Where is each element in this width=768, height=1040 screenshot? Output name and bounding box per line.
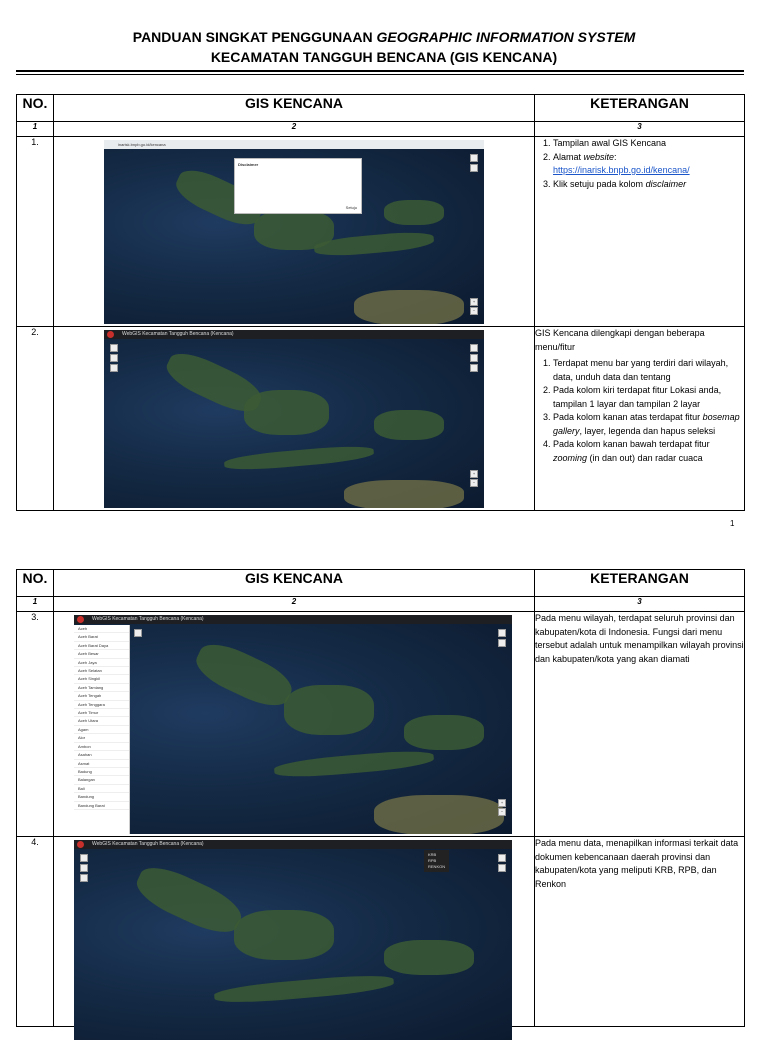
app-menu-bar: WebGIS Kecamatan Tangguh Bencana (Kencana) (74, 615, 512, 624)
map-land (214, 972, 395, 1006)
region-list-panel[interactable] (74, 625, 130, 834)
row-description: Pada menu wilayah, terdapat seluruh provinsi dan kabupaten/kota di Indonesia. Fungsi dari menu tersebut adalah untuk menampilkan wilayah provinsi dan kabupaten/kota yang akan diamati (535, 612, 745, 837)
map-screenshot (104, 330, 484, 508)
title-rule-thin (16, 74, 744, 75)
region-list-item[interactable]: Aceh Tamiang (74, 684, 129, 692)
subheader-keterangan: 3 (535, 122, 745, 137)
page-number: 1 (730, 519, 735, 528)
map-land (404, 715, 484, 750)
split-view-icon[interactable] (110, 364, 118, 372)
map-land (131, 859, 248, 942)
browser-address-bar: inarisk.bnpb.go.id/kencana (104, 140, 484, 149)
guide-table-1 (16, 94, 745, 511)
screenshot-cell (54, 837, 535, 1027)
list-item: 1. Terdapat menu bar yang terdiri dari wilayah, data, unduh data dan tentang (553, 357, 744, 384)
zoom-out-icon[interactable]: − (498, 808, 506, 816)
map-land (224, 443, 375, 472)
region-list-item[interactable]: Alor (74, 734, 129, 742)
menu-item[interactable]: KRB (428, 852, 437, 857)
region-list-item[interactable]: Balangan (74, 776, 129, 784)
subheader-no: 1 (17, 597, 54, 612)
description-intro: GIS Kencana dilengkapi dengan beberapa menu/fitur (535, 328, 705, 352)
split-view-icon[interactable] (80, 874, 88, 882)
table-row (17, 837, 745, 1027)
legend-icon[interactable] (470, 164, 478, 172)
region-list-item[interactable]: Aceh (74, 625, 129, 633)
map-land (344, 480, 464, 508)
zoom-in-icon[interactable]: + (498, 799, 506, 807)
list-item: 1. Tampilan awal GIS Kencana (553, 137, 744, 151)
region-list-item[interactable]: Aceh Barat (74, 633, 129, 641)
header-no: NO. (17, 570, 54, 597)
header-gis: GIS KENCANA (54, 95, 535, 122)
region-list-item[interactable]: Bandung (74, 793, 129, 801)
region-list-item[interactable]: Bali (74, 785, 129, 793)
map-land (234, 910, 334, 960)
subheader-gis: 2 (54, 597, 535, 612)
table-header (17, 95, 745, 122)
row-description (535, 327, 745, 511)
map-screenshot (74, 615, 512, 834)
list-item: 3. Pada kolom kanan atas terdapat fitur bosemap gallery, layer, legenda dan hapus seleksi (553, 411, 744, 438)
region-list-item[interactable]: Bandung Barat (74, 802, 129, 810)
zoom-in-icon[interactable]: + (470, 298, 478, 306)
map-land (274, 748, 435, 780)
header-gis: GIS KENCANA (54, 570, 535, 597)
table-row (17, 327, 745, 511)
logo-icon (77, 841, 84, 848)
basemap-gallery-icon[interactable] (498, 854, 506, 862)
region-list-item[interactable]: Aceh Utara (74, 717, 129, 725)
location-icon[interactable] (80, 854, 88, 862)
disclaimer-title: Disclaimer (238, 162, 259, 167)
disclaimer-dialog[interactable] (234, 158, 362, 214)
region-list-item[interactable]: Aceh Singkil (74, 675, 129, 683)
map-land (384, 940, 474, 975)
header-no: NO. (17, 95, 54, 122)
row-number: 4. (17, 837, 54, 1027)
table-row (17, 612, 745, 837)
region-list-item[interactable]: Asahan (74, 751, 129, 759)
description-list (535, 137, 744, 191)
data-menu-dropdown[interactable] (424, 850, 449, 872)
list-item: 3. Klik setuju pada kolom disclaimer (553, 178, 744, 192)
row-description (535, 137, 745, 327)
logo-icon (107, 331, 114, 338)
legend-icon[interactable] (470, 364, 478, 372)
region-list-item[interactable]: Aceh Tenggara (74, 701, 129, 709)
basemap-gallery-icon[interactable] (498, 629, 506, 637)
zoom-in-icon[interactable]: + (470, 470, 478, 478)
layer-icon[interactable] (470, 354, 478, 362)
single-view-icon[interactable] (80, 864, 88, 872)
single-view-icon[interactable] (110, 354, 118, 362)
region-list-item[interactable]: Aceh Jaya (74, 659, 129, 667)
table-subheader (17, 597, 745, 612)
document-title (0, 27, 768, 67)
region-list-item[interactable]: Aceh Timur (74, 709, 129, 717)
menu-item[interactable]: RPB (428, 858, 437, 863)
subheader-gis: 2 (54, 122, 535, 137)
map-land (284, 685, 374, 735)
layer-icon[interactable] (498, 864, 506, 872)
map-land (384, 200, 444, 225)
list-item: 2. Alamat website: https://inarisk.bnpb.go.id/kencana/ (553, 151, 744, 178)
list-item: 2. Pada kolom kiri terdapat fitur Lokasi anda, tampilan 1 layar dan tampilan 2 layar (553, 384, 744, 411)
basemap-gallery-icon[interactable] (470, 344, 478, 352)
region-list-item[interactable]: Asmat (74, 760, 129, 768)
screenshot-cell (54, 612, 535, 837)
subheader-no: 1 (17, 122, 54, 137)
map-land (244, 390, 329, 435)
region-list-item[interactable]: Badung (74, 768, 129, 776)
region-list-item[interactable]: Agam (74, 726, 129, 734)
row-number: 1. (17, 137, 54, 327)
region-list-item[interactable]: Aceh Selatan (74, 667, 129, 675)
document-title-line2: KECAMATAN TANGGUH BENCANA (GIS KENCANA) (210, 49, 558, 65)
app-menu-bar: WebGIS Kecamatan Tangguh Bencana (Kencana) (74, 840, 512, 849)
map-land (374, 410, 444, 440)
disclaimer-agree-button[interactable]: Setuju (345, 205, 357, 210)
zoom-out-icon[interactable]: − (470, 479, 478, 487)
row-number: 3. (17, 612, 54, 837)
row-description: Pada menu data, menapilkan informasi terkait data dokumen kebencanaan daerah provinsi dan kabupaten/kota yang meliputi KRB, RPB, dan Renkon (535, 837, 745, 1027)
subheader-keterangan: 3 (535, 597, 745, 612)
header-keterangan: KETERANGAN (535, 95, 745, 122)
guide-table-2 (16, 569, 745, 1027)
list-item: 4. Pada kolom kanan bawah terdapat fitur zooming (in dan out) dan radar cuaca (553, 438, 744, 465)
region-list-item[interactable]: Ambon (74, 743, 129, 751)
map-land (374, 795, 504, 834)
location-icon[interactable] (134, 629, 142, 637)
screenshot-cell (54, 327, 535, 511)
location-icon[interactable] (110, 344, 118, 352)
table-header (17, 570, 745, 597)
map-screenshot (74, 840, 512, 1040)
zoom-out-icon[interactable]: − (470, 307, 478, 315)
table-subheader (17, 122, 745, 137)
header-keterangan: KETERANGAN (535, 570, 745, 597)
website-link[interactable]: https://inarisk.bnpb.go.id/kencana/ (553, 165, 690, 175)
layer-icon[interactable] (498, 639, 506, 647)
app-menu-bar: WebGIS Kecamatan Tangguh Bencana (Kencana) (104, 330, 484, 339)
menu-item[interactable]: RENKON (428, 864, 446, 869)
document-title-line1: PANDUAN SINGKAT PENGGUNAAN GEOGRAPHIC INFORMATION SYSTEM (132, 29, 636, 45)
map-land (190, 636, 298, 715)
region-list-item[interactable]: Aceh Besar (74, 650, 129, 658)
region-list-item[interactable]: Aceh Barat Daya (74, 642, 129, 650)
title-rule-thick (16, 70, 744, 72)
logo-icon (77, 616, 84, 623)
table-row (17, 137, 745, 327)
map-screenshot (104, 140, 484, 324)
map-land (354, 290, 464, 324)
screenshot-cell (54, 137, 535, 327)
description-list (535, 357, 744, 465)
layer-icon[interactable] (470, 154, 478, 162)
region-list-item[interactable]: Aceh Tengah (74, 692, 129, 700)
row-number: 2. (17, 327, 54, 511)
